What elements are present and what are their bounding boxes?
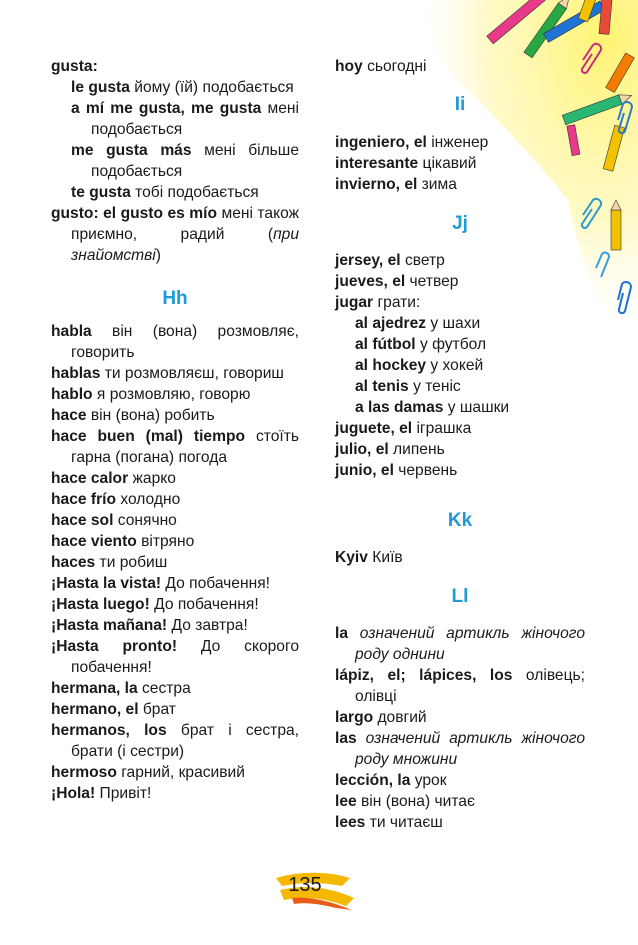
translation: брат bbox=[138, 701, 176, 718]
translation: він (вона) читає bbox=[356, 793, 475, 810]
dictionary-entry bbox=[335, 153, 585, 174]
right-column bbox=[335, 56, 585, 833]
letter-heading-i: Ii bbox=[454, 94, 466, 115]
dictionary-entry bbox=[335, 707, 585, 728]
dictionary-entry bbox=[51, 510, 299, 531]
entries-g bbox=[51, 56, 299, 266]
headword: hace viento bbox=[51, 533, 137, 550]
translation: довгий bbox=[373, 709, 427, 726]
translation: сонячно bbox=[113, 512, 177, 529]
translation: светр bbox=[400, 252, 445, 269]
dictionary-entry bbox=[335, 250, 585, 271]
headword: jueves, el bbox=[335, 273, 406, 290]
headword: al fútbol bbox=[355, 336, 416, 353]
dictionary-subentry bbox=[51, 140, 299, 182]
translation: мені також приємно, радий ( bbox=[71, 205, 300, 243]
headword: lees bbox=[335, 814, 366, 831]
dictionary-entry bbox=[51, 489, 299, 510]
page-number-block bbox=[272, 868, 362, 912]
headword: a las damas bbox=[355, 399, 444, 416]
translation: сестра bbox=[137, 680, 191, 697]
dictionary-entry bbox=[51, 615, 299, 636]
dictionary-entry bbox=[51, 321, 299, 363]
dictionary-entry bbox=[335, 460, 585, 481]
translation: Привіт! bbox=[95, 785, 152, 802]
dictionary-subentry bbox=[335, 334, 585, 355]
translation: я розмовляю, говорю bbox=[92, 386, 251, 403]
dictionary-entry bbox=[51, 573, 299, 594]
dictionary-entry bbox=[51, 56, 299, 77]
headword: hace buen (mal) tiempo bbox=[51, 428, 245, 445]
translation: ) bbox=[155, 247, 161, 264]
translation: червень bbox=[393, 462, 458, 479]
dictionary-entry bbox=[335, 770, 585, 791]
dictionary-entry bbox=[335, 418, 585, 439]
dictionary-entry bbox=[51, 384, 299, 405]
headword: hermanos, los bbox=[51, 722, 167, 739]
headword: hoy bbox=[335, 58, 363, 75]
translation: гарний, красивий bbox=[116, 764, 245, 781]
entries-i bbox=[335, 132, 585, 195]
headword: al hockey bbox=[355, 357, 427, 374]
dictionary-subentry bbox=[51, 182, 299, 203]
headword: lección, la bbox=[335, 772, 411, 789]
dictionary-entry bbox=[335, 623, 585, 665]
dictionary-entry bbox=[51, 552, 299, 573]
headword: gusta: bbox=[51, 58, 98, 75]
headword: julio, el bbox=[335, 441, 389, 458]
dictionary-subentry bbox=[335, 376, 585, 397]
dictionary-entry bbox=[335, 439, 585, 460]
translation: урок bbox=[410, 772, 447, 789]
dictionary-entry bbox=[51, 783, 299, 804]
dictionary-subentry bbox=[51, 77, 299, 98]
translation: при знайомстві bbox=[71, 226, 299, 264]
dictionary-entry bbox=[335, 812, 585, 833]
dictionary-entry bbox=[335, 174, 585, 195]
translation: у футбол bbox=[415, 336, 487, 353]
translation: ти робиш bbox=[95, 554, 168, 571]
dictionary-subentry bbox=[335, 397, 585, 418]
translation: у хокей bbox=[426, 357, 484, 374]
headword: me gusta más bbox=[71, 142, 192, 159]
headword: ¡Hasta pronto! bbox=[51, 638, 178, 655]
translation: мені подобається bbox=[91, 100, 299, 138]
dictionary-entry bbox=[335, 728, 585, 770]
translation: тобі подобається bbox=[130, 184, 259, 201]
headword: hermoso bbox=[51, 764, 117, 781]
translation: До побачення! bbox=[149, 596, 259, 613]
dictionary-entry bbox=[51, 594, 299, 615]
translation: До скорого побачення! bbox=[71, 638, 300, 676]
entries-l bbox=[335, 623, 585, 833]
entries-h bbox=[51, 321, 299, 804]
headword: hablo bbox=[51, 386, 93, 403]
dictionary-entry bbox=[335, 132, 585, 153]
dictionary-entry bbox=[51, 699, 299, 720]
headword: habla bbox=[51, 323, 92, 340]
letter-heading-h: Hh bbox=[162, 288, 188, 309]
headword: las bbox=[335, 730, 357, 747]
headword: Kyiv bbox=[335, 549, 368, 566]
headword: ¡Hasta luego! bbox=[51, 596, 150, 613]
dictionary-subentry bbox=[51, 98, 299, 140]
headword: al ajedrez bbox=[355, 315, 427, 332]
dictionary-entry bbox=[51, 405, 299, 426]
letter-heading-l: Ll bbox=[451, 586, 469, 607]
headword: ¡Hasta la vista! bbox=[51, 575, 162, 592]
dictionary-entry bbox=[51, 531, 299, 552]
page-number: 135 bbox=[288, 874, 322, 896]
dictionary-entry bbox=[51, 636, 299, 678]
headword: interesante bbox=[335, 155, 419, 172]
headword: hermano, el bbox=[51, 701, 139, 718]
translation: мені більше подобається bbox=[91, 142, 299, 180]
translation: жарко bbox=[128, 470, 176, 487]
dictionary-entry bbox=[335, 292, 585, 313]
translation: До завтра! bbox=[167, 617, 248, 634]
dictionary-entry bbox=[335, 56, 585, 77]
translation: грати: bbox=[373, 294, 421, 311]
dictionary-entry bbox=[51, 678, 299, 699]
headword: lápiz, el; lápices, los bbox=[335, 667, 513, 684]
dictionary-entry bbox=[51, 363, 299, 384]
translation: брат і сестра, брати (і сестри) bbox=[71, 722, 299, 760]
dictionary-subentry bbox=[335, 313, 585, 334]
headword: haces bbox=[51, 554, 96, 571]
translation: йому (їй) подобається bbox=[129, 79, 294, 96]
translation: олівець; олівці bbox=[355, 667, 585, 705]
headword: lee bbox=[335, 793, 357, 810]
headword: gusto: el gusto es mío bbox=[51, 205, 218, 222]
dictionary-entry bbox=[335, 665, 585, 707]
dictionary-subentry bbox=[335, 355, 585, 376]
translation: До побачення! bbox=[161, 575, 270, 592]
translation: Київ bbox=[367, 549, 403, 566]
translation: інженер bbox=[426, 134, 489, 151]
left-column bbox=[51, 56, 299, 804]
headword: juguete, el bbox=[335, 420, 413, 437]
translation: стоїть гарна (погана) погода bbox=[71, 428, 299, 466]
headword: hace sol bbox=[51, 512, 114, 529]
translation: означений артикль жіночого роду однини bbox=[348, 625, 585, 663]
headword: hace calor bbox=[51, 470, 129, 487]
translation: сьогодні bbox=[362, 58, 427, 75]
headword: hermana, la bbox=[51, 680, 138, 697]
dictionary-entry bbox=[335, 271, 585, 292]
translation: липень bbox=[388, 441, 445, 458]
headword: hace bbox=[51, 407, 87, 424]
headword: le gusta bbox=[71, 79, 130, 96]
dictionary-entry bbox=[51, 203, 299, 266]
headword: a mí me gusta, me gusta bbox=[71, 100, 262, 117]
headword: invierno, el bbox=[335, 176, 418, 193]
translation: означений артикль жіночого роду множини bbox=[355, 730, 585, 768]
headword: ¡Hasta mañana! bbox=[51, 617, 168, 634]
headword: largo bbox=[335, 709, 374, 726]
dictionary-entry bbox=[51, 720, 299, 762]
dictionary-entry bbox=[51, 426, 299, 468]
translation: він (вона) робить bbox=[86, 407, 215, 424]
dictionary-entry bbox=[335, 547, 585, 568]
entries-j bbox=[335, 250, 585, 481]
translation: ти читаєш bbox=[365, 814, 443, 831]
translation: четвер bbox=[405, 273, 459, 290]
entries-k bbox=[335, 547, 585, 568]
headword: ingeniero, el bbox=[335, 134, 427, 151]
translation: у шахи bbox=[426, 315, 481, 332]
headword: hace frío bbox=[51, 491, 116, 508]
translation: холодно bbox=[116, 491, 181, 508]
translation: цікавий bbox=[418, 155, 477, 172]
headword: ¡Hola! bbox=[51, 785, 96, 802]
translation: у теніс bbox=[408, 378, 461, 395]
headword: al tenis bbox=[355, 378, 409, 395]
headword: te gusta bbox=[71, 184, 131, 201]
dictionary-entry bbox=[335, 791, 585, 812]
headword: hablas bbox=[51, 365, 101, 382]
translation: ти розмовляєш, говориш bbox=[100, 365, 284, 382]
entries-h-cont bbox=[335, 56, 585, 77]
translation: у шашки bbox=[443, 399, 510, 416]
translation: зима bbox=[417, 176, 457, 193]
headword: jugar bbox=[335, 294, 374, 311]
letter-heading-k: Kk bbox=[447, 510, 473, 531]
headword: jersey, el bbox=[335, 252, 401, 269]
dictionary-entry bbox=[51, 762, 299, 783]
headword: la bbox=[335, 625, 349, 642]
translation: вітряно bbox=[136, 533, 195, 550]
translation: іграшка bbox=[412, 420, 472, 437]
headword: junio, el bbox=[335, 462, 394, 479]
letter-heading-j: Jj bbox=[452, 213, 468, 234]
dictionary-entry bbox=[51, 468, 299, 489]
translation: він (вона) розмовляє, говорить bbox=[71, 323, 299, 361]
